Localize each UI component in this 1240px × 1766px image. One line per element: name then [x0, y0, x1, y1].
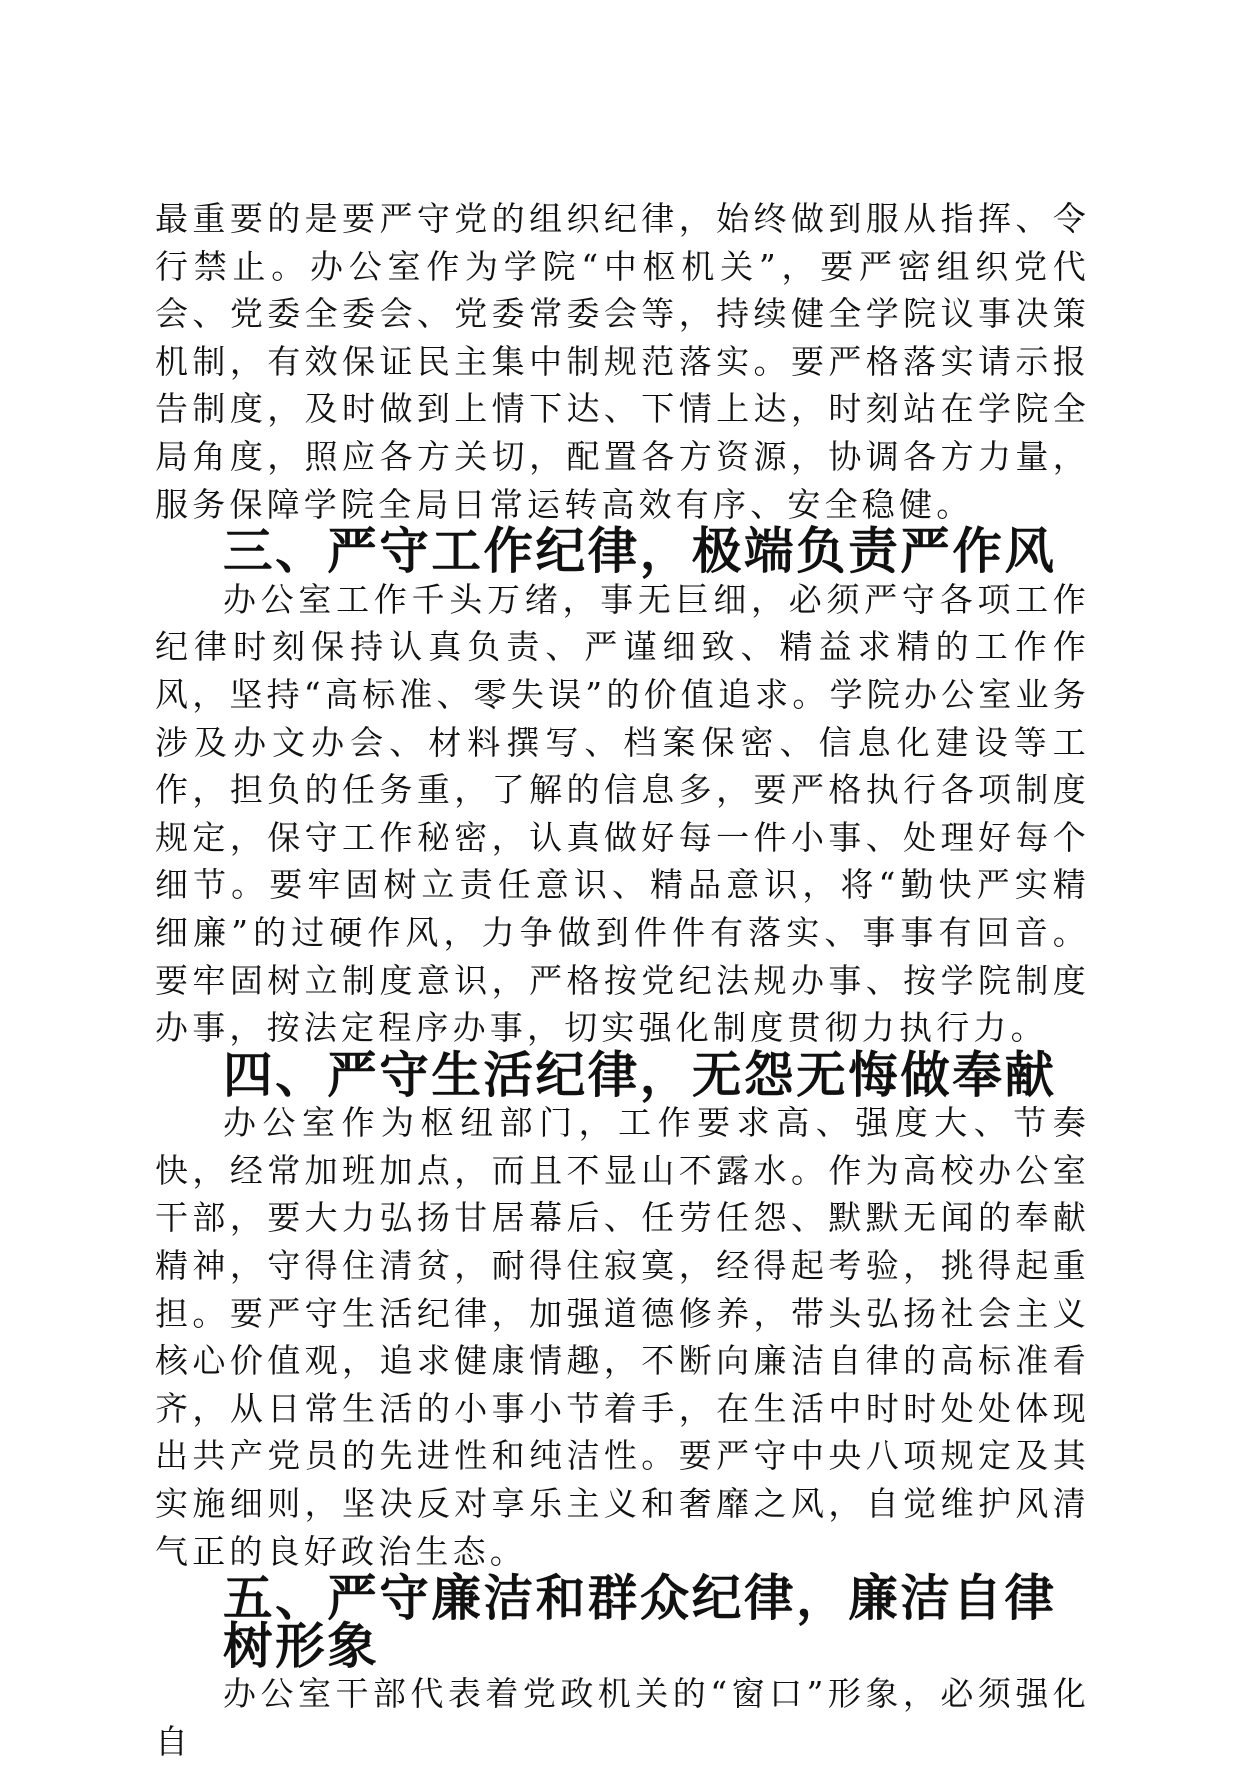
- section-body-life-discipline: 办公室作为枢纽部门，工作要求高、强度大、节奏快，经常加班加点，而且不显山不露水。作为高校办公室干部，要大力弘扬甘居幕后、任劳任怨、默默无闻的奉献精神，守得住清贫，耐得住寂寞，经得起考验，挑得起重担。要严守生活纪律，加强道德修养，带头弘扬社会主义核心价值观，追求健康情趣，不断向廉洁自律的高标准看齐，从日常生活的小事小节着手，在生活中时时处处体现出共产党员的先进性和纯洁性。要严守中央八项规定及其实施细则，坚决反对享乐主义和奢靡之风，自觉维护风清气正的良好政治生态。: [155, 1103, 1090, 1571]
- section-heading-work-discipline: 三、严守工作纪律，极端负责严作风: [223, 522, 1057, 581]
- section-heading-integrity-discipline: 五、严守廉洁和群众纪律，廉洁自律树形象: [223, 1569, 1057, 1675]
- section-heading-life-discipline: 四、严守生活纪律，无怨无悔做奉献: [223, 1045, 1057, 1104]
- section-body-work-discipline: 办公室工作千头万绪，事无巨细，必须严守各项工作纪律时刻保持认真负责、严谨细致、精益求精的工作作风，坚持“高标准、零失误”的价值追求。学院办公室业务涉及办文办会、材料撰写、档案保密、信息化建设等工作，担负的任务重，了解的信息多，要严格执行各项制度规定，保守工作秘密，认真做好每一件小事、处理好每个细节。要牢固树立责任意识、精品意识，将“勤快严实精细廉”的过硬作风，力争做到件件有落实、事事有回音。要牢固树立制度意识，严格按党纪法规办事、按学院制度办事，按法定程序办事，切实强化制度贯彻力执行力。: [155, 579, 1090, 1048]
- intro-paragraph: 最重要的是要严守党的组织纪律，始终做到服从指挥、令行禁止。办公室作为学院“中枢机关”，要严密组织党代会、党委全委会、党委常委会等，持续健全学院议事决策机制，有效保证民主集中制规范落实。要严格落实请示报告制度，及时做到上情下达、下情上达，时刻站在学院全局角度，照应各方关切，配置各方资源，协调各方力量，服务保障学院全局日常运转高效有序、安全稳健。: [155, 199, 1090, 524]
- document-page: [155, 195, 1090, 1766]
- section-body-integrity-discipline: 办公室干部代表着党政机关的“窗口”形象，必须强化自: [155, 1674, 1090, 1761]
